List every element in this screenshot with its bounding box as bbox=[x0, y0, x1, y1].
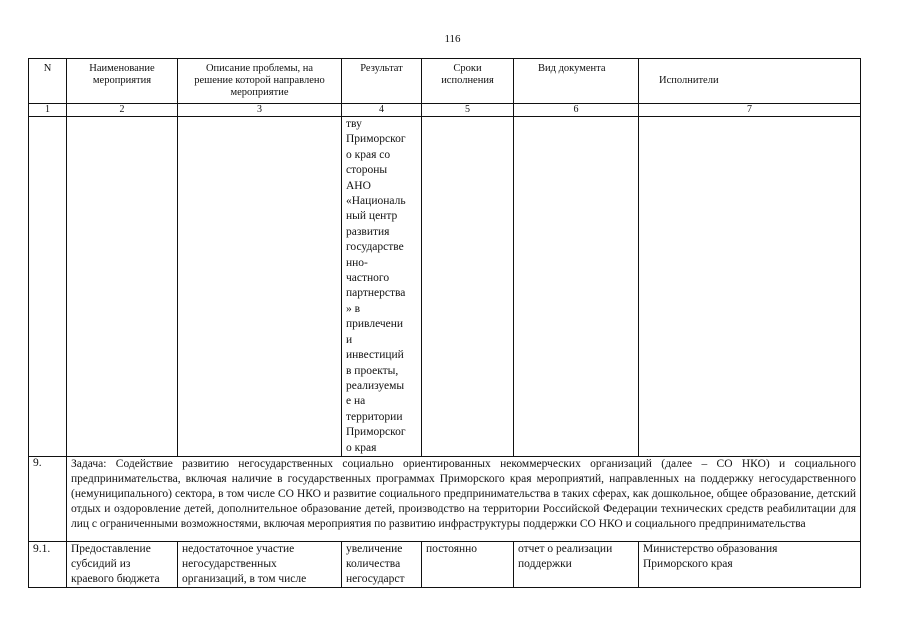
document-type: отчет о реализации поддержки bbox=[514, 541, 639, 587]
header-terms: Сроки исполнения bbox=[422, 59, 514, 104]
header-problem: Описание проблемы, на решение которой направлено мероприятие bbox=[178, 59, 342, 104]
header-n: N bbox=[29, 59, 67, 104]
task-description: Задача: Содействие развитию негосударственных социально ориентированных некоммерческих организаций (далее – СО НКО) и социального предпринимательства, включая наличие в государственных программах Приморского края мероприятий, направленных на поддержку негосударственного (немуниципального) сектора, в том числе СО НКО и развитие социального предпринимательства в таких сферах, как дошкольное, общее образование, детский отдых и оздоровление детей, дополнительное образование детей, производство на территории Российской Федерации технических средств реабилитации для лиц с ограниченными возможностями, включая мероприятия по развитию инфраструктуры поддержки СО НКО и социального предпринимательства bbox=[67, 456, 861, 541]
page-number: 116 bbox=[444, 33, 461, 45]
result: увеличение количества негосударст bbox=[342, 541, 422, 587]
executors: Министерство образования Приморского края bbox=[639, 541, 861, 587]
problem-description: недостаточное участие негосударственных организаций, в том числе bbox=[178, 541, 342, 587]
task-number: 9. bbox=[29, 456, 67, 541]
column-number: 7 bbox=[639, 104, 861, 117]
empty-cell bbox=[639, 117, 861, 457]
column-number: 1 bbox=[29, 104, 67, 117]
task-row bbox=[29, 456, 861, 541]
continuation-row bbox=[29, 117, 861, 457]
row-number: 9.1. bbox=[29, 541, 67, 587]
document-table bbox=[28, 58, 861, 588]
header-doc-type: Вид документа bbox=[514, 59, 639, 104]
header-result: Результат bbox=[342, 59, 422, 104]
empty-cell bbox=[514, 117, 639, 457]
column-numbers-row bbox=[29, 104, 861, 117]
header-executors: Исполнители bbox=[639, 59, 861, 104]
empty-cell bbox=[29, 117, 67, 457]
header-row bbox=[29, 59, 861, 104]
empty-cell bbox=[178, 117, 342, 457]
activity-name: Предоставление субсидий из краевого бюджета bbox=[67, 541, 178, 587]
column-number: 5 bbox=[422, 104, 514, 117]
header-name: Наименование мероприятия bbox=[67, 59, 178, 104]
column-number: 4 bbox=[342, 104, 422, 117]
empty-cell bbox=[67, 117, 178, 457]
empty-cell bbox=[422, 117, 514, 457]
result-continuation-cell: тву Приморског о края со стороны АНО «Националь ный центр развития государстве нно- частного партнерства » в привлечени и инвестиций в проекты, реализуемы е на территории Приморског о края bbox=[342, 117, 422, 457]
table-row bbox=[29, 541, 861, 587]
column-number: 3 bbox=[178, 104, 342, 117]
terms: постоянно bbox=[422, 541, 514, 587]
column-number: 6 bbox=[514, 104, 639, 117]
column-number: 2 bbox=[67, 104, 178, 117]
